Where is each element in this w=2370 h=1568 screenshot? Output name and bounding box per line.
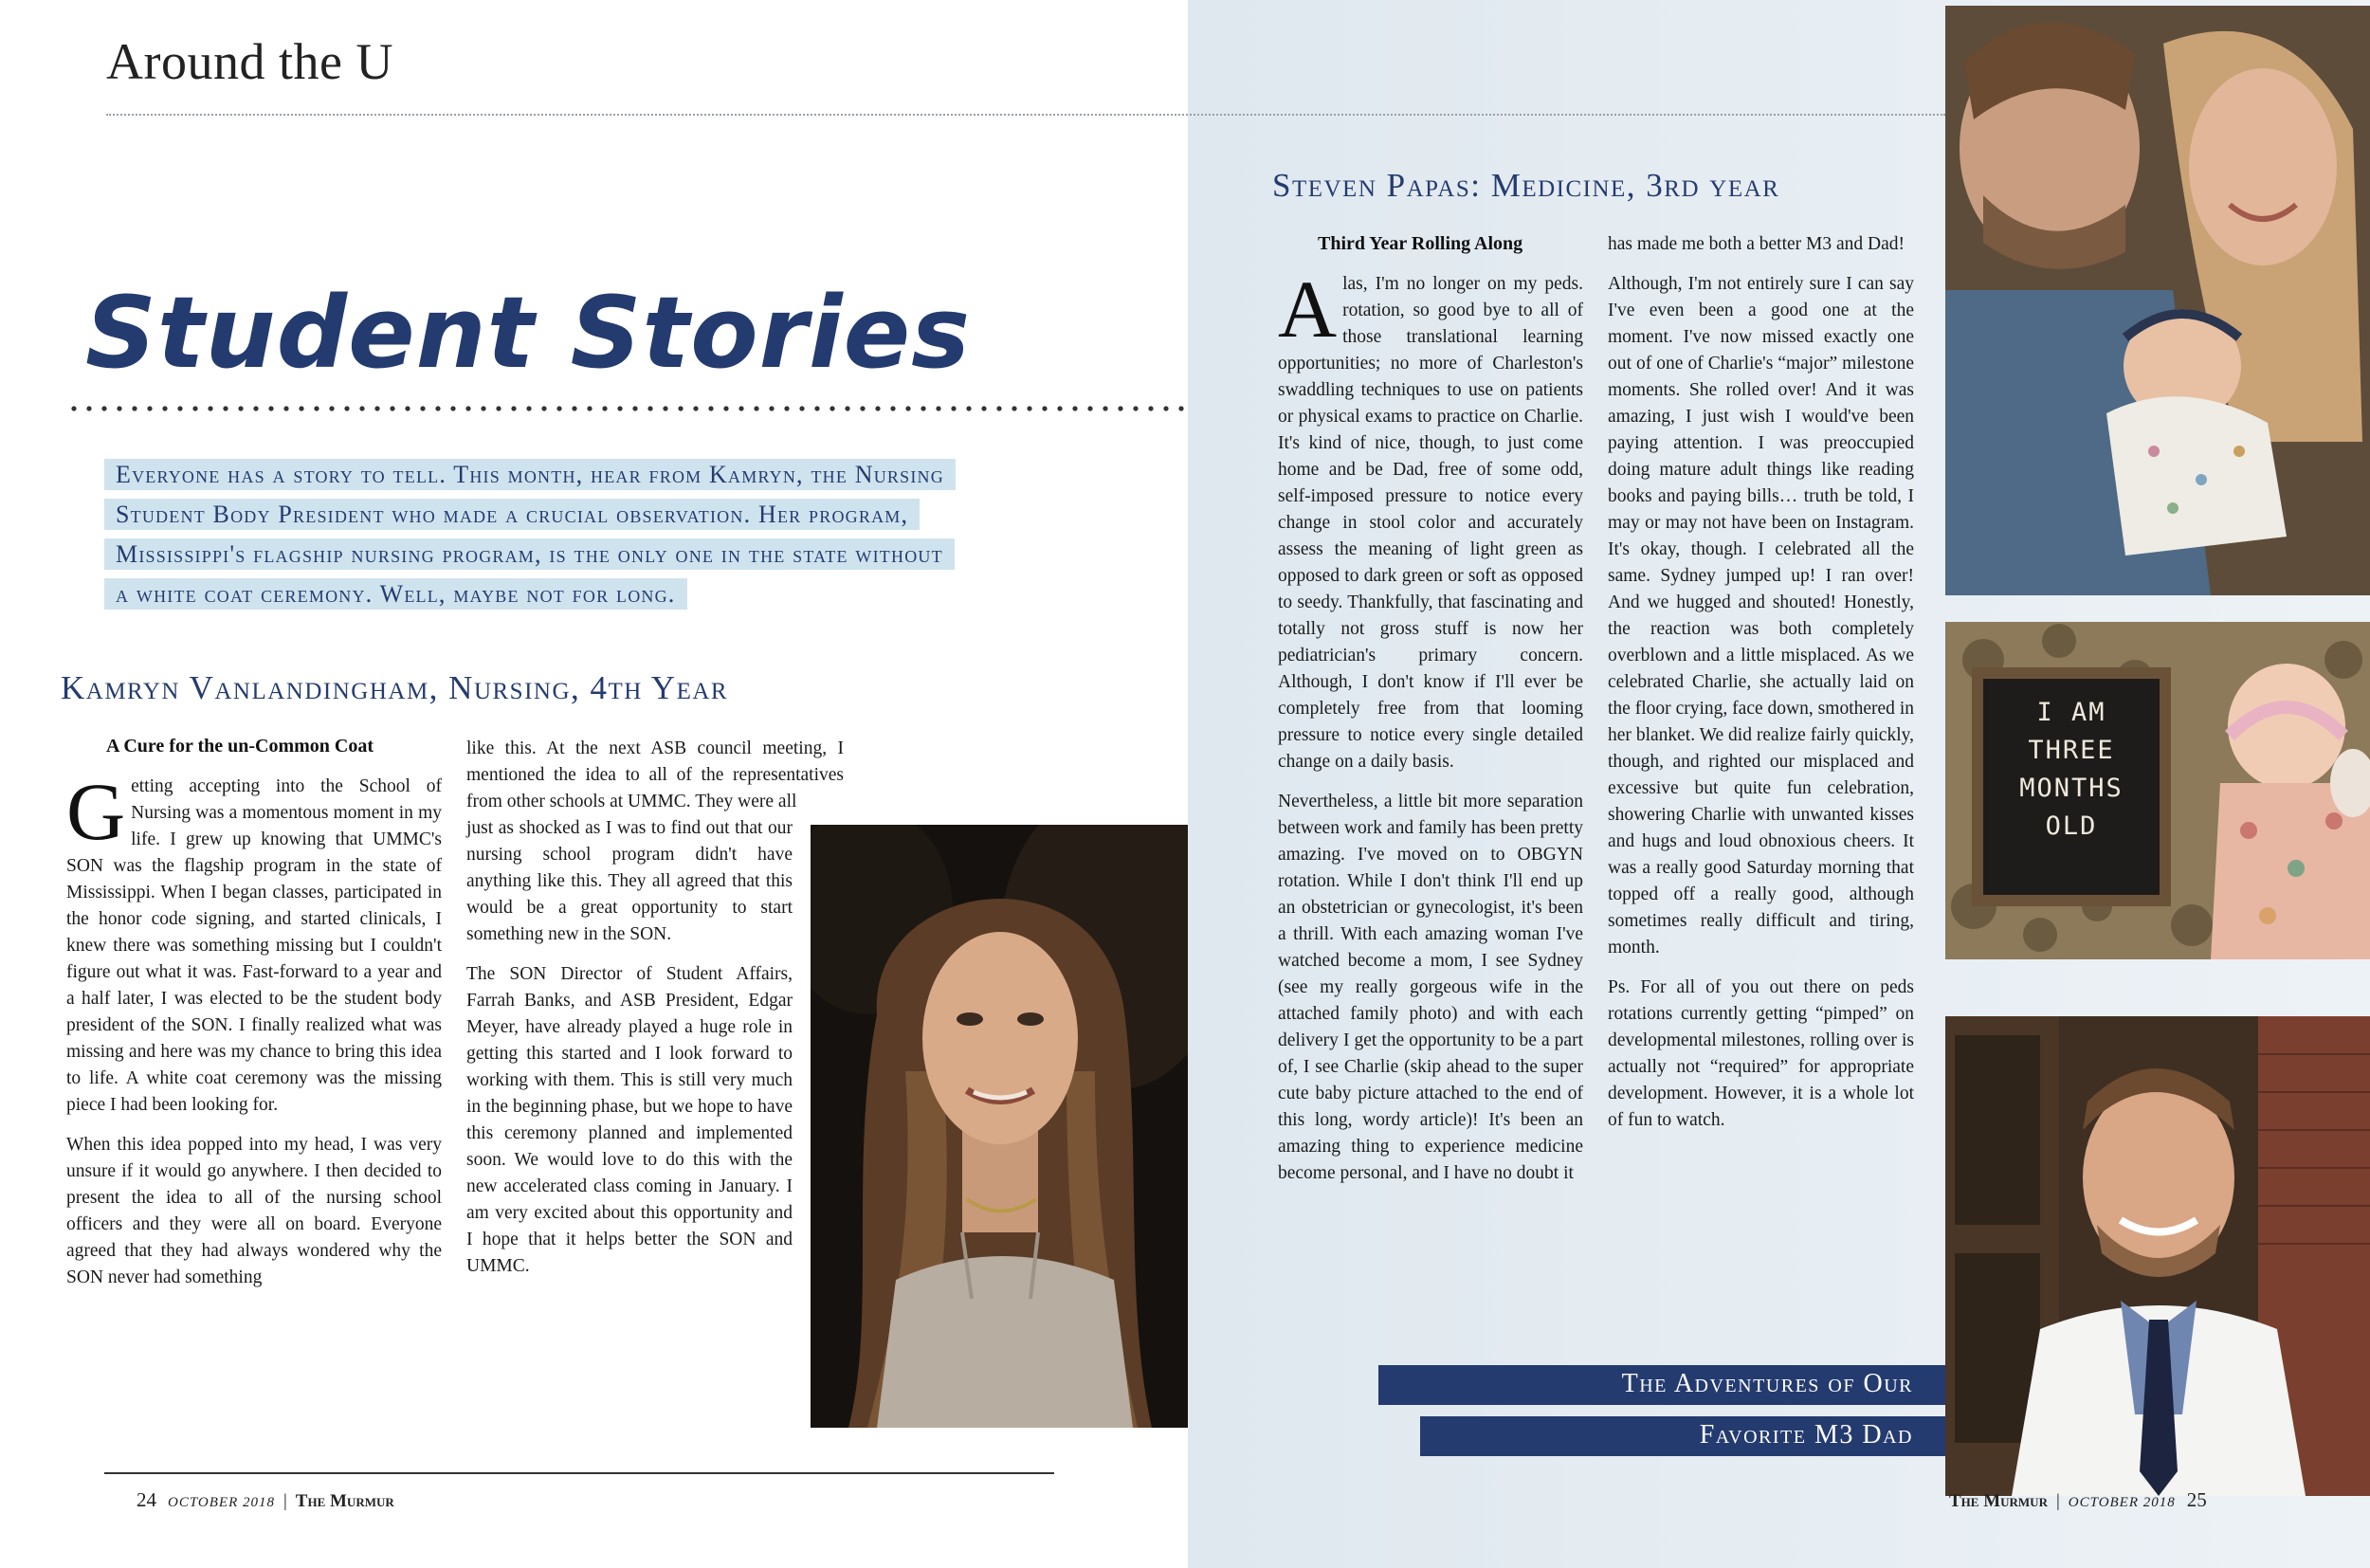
right-story-byline: Steven Papas: Medicine, 3rd year [1272, 167, 1780, 204]
paragraph: has made me both a better M3 and Dad! [1608, 234, 1905, 254]
page-title: Student Stories [85, 275, 972, 391]
issue-date: OCTOBER 2018 [2068, 1495, 2176, 1510]
footer-rule [104, 1472, 1054, 1474]
letterboard-line: OLD [2045, 811, 2098, 841]
intro-line: Student Body President who made a crucial observation. Her program, [104, 499, 920, 530]
intro-line: Everyone has a story to tell. This month, hear from Kamryn, the Nursing [104, 459, 956, 490]
magazine-name: The Murmur [295, 1491, 394, 1511]
paragraph: etting accepting into the School of Nursing was a momentous moment in my life. I grew up knowing that UMMC's SON was the flagship program in the state of Mississippi. When I began classes, participated in the honor code signing, and started clinicals, I knew there was something missing but I couldn't figure out what it was. Fast-forward to a year and a half later, I was elected to be the student body president of the SON. I finally realized what was missing and here was my chance to bring this idea to life. A white coat ceremony was the missing piece I had been looking for. [66, 776, 442, 1115]
left-story-column-2 [466, 815, 793, 1293]
left-folio [125, 1488, 394, 1512]
section-header: Around the U [106, 33, 393, 90]
page-number: 25 [2186, 1488, 2207, 1511]
paragraph: like this. At the next ASB council meeting, I mentioned the idea to all of the representatives from other schools at UMMC. They were all [466, 738, 844, 811]
page-number: 24 [137, 1488, 156, 1511]
letterboard-line: THREE [2028, 736, 2115, 765]
banner-line-2: Favorite M3 Dad [1420, 1416, 1945, 1456]
paragraph: When this idea popped into my head, I was very unsure if it would go anywhere. I then decided to present the idea to all of the nursing school officers and they were all on board. Everyone agreed that they had always wondered why the SON never had something [66, 1135, 442, 1287]
dropcap: G [66, 766, 126, 857]
header-dotted-rule [106, 114, 1945, 116]
magazine-name: The Murmur [1949, 1491, 2048, 1511]
intro-blurb [104, 455, 1119, 614]
paragraph: Nevertheless, a little bit more separation between work and family has been pretty amazing. I've moved on to OBGYN rotation. While I don't think I'll end up an obstetrician or gynecologist, it's been a thrill. With each amazing woman I've watched become a mom, I see Sydney (see my really gorgeous wife in the attached family photo) and with each delivery I get the opportunity to be a part of, I see Charlie (skip ahead to the super cute baby picture attached to the end of this long, wordy article)! It's been an amazing thing to experience medicine become personal, and I have no doubt it [1278, 792, 1583, 1183]
dropcap: A [1278, 264, 1338, 355]
intro-line: a white coat ceremony. Well, maybe not for long. [104, 578, 687, 610]
folio-separator: | [283, 1491, 287, 1511]
baby-letterboard-photo [1945, 622, 2370, 959]
paragraph: las, I'm no longer on my peds. rotation, so good bye to all of those translational learning opportunities; no more of Charleston's swaddling techniques to use on patients or physical exams to practice on Charlie. It's kind of nice, though, to just come home and be Dad, free of some odd, self-imposed pressure to notice every change in stool color and accurately assess the meaning of light green as opposed to dark green or soft as opposed to seedy. Thankfully, that fascinating and totally not gross stuff is now her pediatrician's primary concern. Although, I don't know if I'll ever be completely free from that looming pressure to notice every single detailed change on a daily basis. [1278, 274, 1583, 772]
paragraph: The SON Director of Student Affairs, Farrah Banks, and ASB President, Edgar Meyer, have already played a huge role in getting this started and I look forward to working with them. This is still very much in the beginning phase, but we hope to have this ceremony planned and implemented soon. We would love to do this with the new accelerated class coming in January. I am very excited about this opportunity and I hope that it helps better the SON and UMMC. [466, 964, 793, 1276]
banner-line-1: The Adventures of Our [1378, 1365, 1945, 1405]
right-folio [1949, 1488, 2218, 1512]
title-dotted-rule [66, 405, 1188, 412]
left-story-column-1 [66, 766, 442, 1304]
issue-date: OCTOBER 2018 [168, 1495, 275, 1510]
paragraph: Although, I'm not entirely sure I can say I've even been a good one at the moment. I've now missed exactly one out of one of Charlie's “major” milestone moments. She rolled over! And it was amazing, I just wish I would've been paying attention. I was preoccupied doing mature adult things like reading books and paying bills… truth be told, I may or may not have been on Instagram. It's okay, though. I celebrated all the same. Sydney jumped up! I ran over! And we hugged and shouted! Honestly, the reaction was both completely overblown and a little misplaced. As we celebrated Charlie, she actually laid on the floor crying, face down, smothered in her blanket. We did realize fairly quickly, though, and righted our misplaced and excessive but quite fun celebration, showering Charlie with unwanted kisses and hugs and loud obnoxious cheers. It was a really good Saturday morning that topped off a really good, although sometimes really difficult and tiring, month. [1608, 274, 1914, 957]
paragraph: Ps. For all of you out there on peds rotations currently getting “pimped” on developmental milestones, rolling over is actually not “required” for appropriate development. However, it is a whole lot of fun to watch. [1608, 977, 1914, 1130]
kamryn-portrait-photo [811, 825, 1188, 1428]
right-story-subhead: Third Year Rolling Along [1318, 233, 1523, 254]
letterboard-line: I AM [2036, 698, 2106, 727]
steven-portrait-photo [1945, 1016, 2370, 1496]
left-story-subhead: A Cure for the un-Common Coat [106, 736, 374, 757]
right-story-column-2 [1608, 231, 1914, 1147]
left-story-byline: Kamryn Vanlandingham, Nursing, 4th Year [61, 669, 729, 706]
right-story-column-1 [1278, 264, 1583, 1200]
intro-line: Mississippi's flagship nursing program, is the only one in the state without [104, 538, 955, 570]
family-photo [1945, 6, 2370, 595]
letterboard-line: MONTHS [2019, 774, 2124, 803]
letterboard-text [1983, 694, 2160, 846]
paragraph: just as shocked as I was to find out that our nursing school program didn't have anything like this. They all agreed that this would be a great opportunity to start something new in the SON. [466, 818, 793, 944]
folio-separator: | [2055, 1491, 2060, 1511]
